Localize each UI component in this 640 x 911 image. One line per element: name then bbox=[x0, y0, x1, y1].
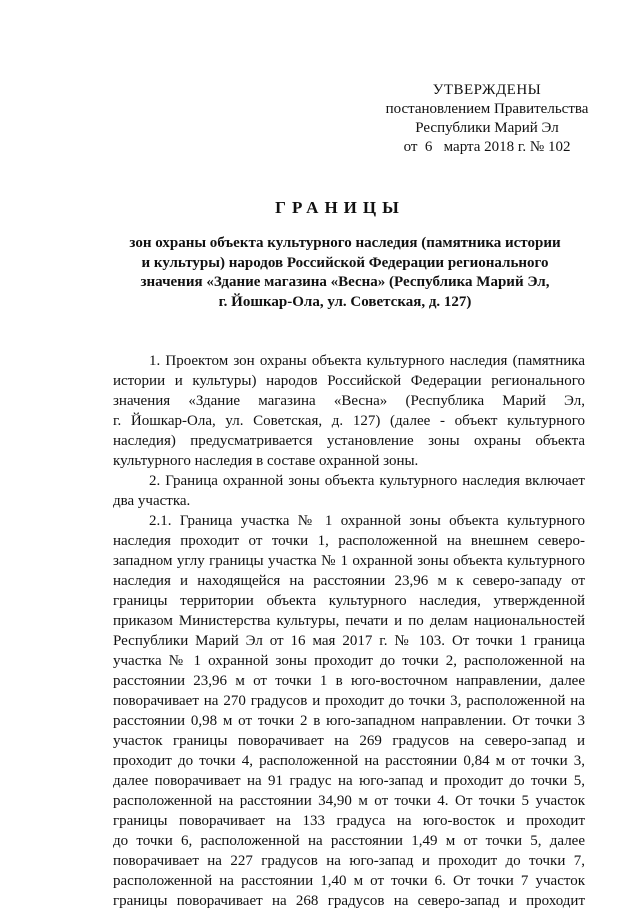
body-line: западном углу границы участка № 1 охранной зоны объекта культурного bbox=[113, 553, 585, 569]
body-line: границы поворачивает на 133 градуса на юго-восток и проходит bbox=[113, 813, 585, 829]
approved-heading: УТВЕРЖДЕНЫ bbox=[432, 82, 542, 98]
body-line: границы территории объекта культурного наследия, утвержденной bbox=[113, 593, 585, 609]
body-line: расположенной на расстоянии 34,90 м от точки 4. От точки 5 участок bbox=[113, 793, 585, 809]
body-line: Республики Марий Эл от 16 мая 2017 г. № 103. От точки 1 граница bbox=[113, 633, 585, 649]
document-title: ГРАНИЦЫ bbox=[275, 198, 405, 217]
body-line: поворачивает на 270 градусов и проходит до точки 3, расположенной на bbox=[113, 693, 585, 709]
approval-line-3: от 6 марта 2018 г. № 102 bbox=[403, 139, 571, 155]
body-line: 2. Граница охранной зоны объекта культурного наследия включает bbox=[149, 473, 585, 489]
body-line: наследия и находящейся на расстоянии 23,96 м к северо-западу от bbox=[113, 573, 585, 589]
body-line: два участка. bbox=[113, 493, 191, 509]
subtitle-line: зон охраны объекта культурного наследия (памятника истории bbox=[129, 235, 561, 251]
body-line: участка № 1 охранной зоны проходит до точки 2, расположенной на bbox=[113, 653, 585, 669]
subtitle-line: г. Йошкар-Ола, ул. Советская, д. 127) bbox=[218, 293, 472, 310]
body-line: расстоянии 0,98 м от точки 2 в юго-западном направлении. От точки 3 bbox=[113, 713, 585, 729]
body-line: 1. Проектом зон охраны объекта культурного наследия (памятника bbox=[149, 353, 585, 369]
body-line: проходит до точки 4, расположенной на расстоянии 0,84 м от точки 3, bbox=[113, 753, 585, 769]
body-line: далее поворачивает на 91 градус на юго-запад и проходит до точки 5, bbox=[113, 773, 585, 789]
approval-line-1: постановлением Правительства bbox=[385, 101, 589, 117]
body-line: расстоянии 23,96 м от точки 1 в юго-восточном направлении, далее bbox=[113, 673, 585, 689]
body-line: 2.1. Граница участка № 1 охранной зоны объекта культурного bbox=[149, 513, 585, 529]
body-line: расположенной на расстоянии 1,40 м от точки 6. От точки 7 участок bbox=[113, 873, 585, 889]
approval-stamp bbox=[372, 81, 602, 157]
body-line: значения «Здание магазина «Весна» (Республика Марий Эл, bbox=[113, 393, 585, 409]
document-body bbox=[113, 351, 585, 911]
subtitle-line: и культуры) народов Российской Федерации регионального bbox=[141, 254, 549, 271]
subtitle-line: значения «Здание магазина «Весна» (Республика Марий Эл, bbox=[140, 274, 550, 290]
body-line: границы поворачивает на 268 градусов на северо-запад и проходит bbox=[113, 893, 585, 909]
body-line: поворачивает на 227 градусов на юго-запад и проходит до точки 7, bbox=[113, 853, 585, 869]
body-line: участок границы поворачивает на 269 градусов на северо-запад и bbox=[113, 733, 585, 749]
approval-line-2: Республики Марий Эл bbox=[415, 120, 559, 136]
document-subtitle bbox=[110, 234, 580, 312]
body-line: наследия проходит от точки 1, расположенной на внешнем северо- bbox=[113, 533, 585, 549]
body-line: г. Йошкар-Ола, ул. Советская, д. 127) (далее - объект культурного bbox=[113, 413, 585, 429]
body-line: приказом Министерства культуры, печати и по делам национальностей bbox=[113, 613, 585, 629]
body-line: культурного наследия в составе охранной зоны. bbox=[113, 453, 419, 469]
body-line: истории и культуры) народов Российской Федерации регионального bbox=[113, 373, 585, 389]
body-line: до точки 6, расположенной на расстоянии 1,49 м от точки 5, далее bbox=[113, 833, 585, 849]
body-line: наследия) предусматривается установление зоны охраны объекта bbox=[113, 433, 585, 449]
